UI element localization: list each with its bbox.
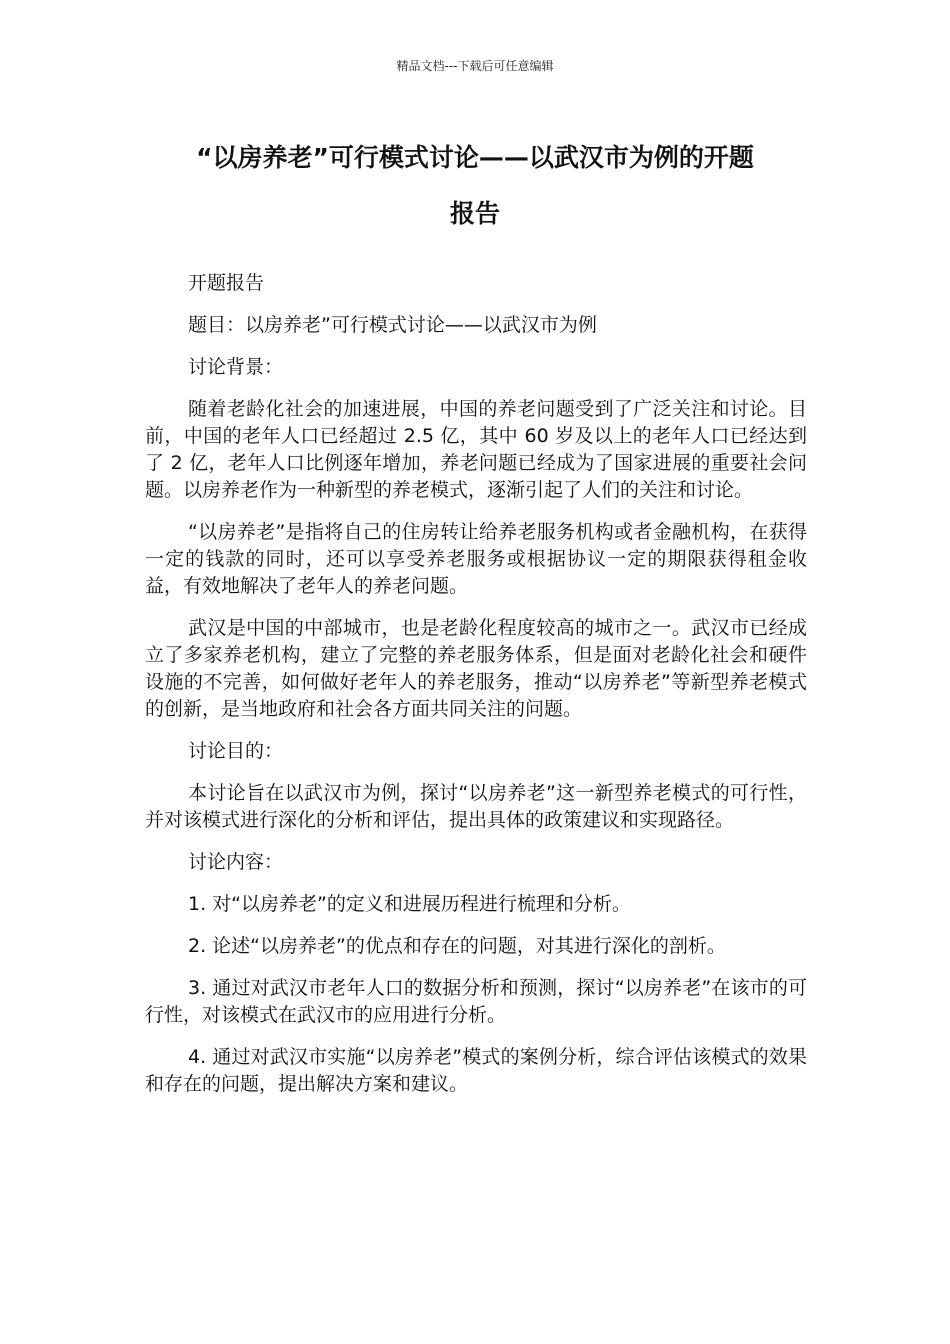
content-item-4: 4. 通过对武汉市实施“以房养老”模式的案例分析，综合评估该模式的效果和存在的问题，提出解决方案和建议。 [145, 1046, 807, 1095]
document-body [145, 270, 807, 1113]
purpose-paragraph: 本讨论旨在以武汉市为例，探讨“以房养老”这一新型养老模式的可行性，并对该模式进行深化的分析和评估，提出具体的政策建议和实现路径。 [145, 782, 807, 831]
page-header: 精品文档---下载后可任意编辑 [396, 59, 554, 73]
background-paragraph-1: 随着老龄化社会的加速进展，中国的养老问题受到了广泛关注和讨论。目前，中国的老年人口已经超过 2.5 亿，其中 60 岁及以上的老年人口已经达到了 2 亿，老年人口比例逐年增加，养老问题已经成为了国家进展的重要社会问题。以房养老作为一种新型的养老模式，逐渐引起了人们的关注和讨论。 [145, 398, 807, 501]
section-heading-content: 讨论内容： [188, 851, 284, 873]
document-title-line-1: “以房养老”可行模式讨论——以武汉市为例的开题 [196, 143, 754, 172]
background-paragraph-2: “以房养老”是指将自己的住房转让给养老服务机构或者金融机构，在获得一定的钱款的同时，还可以享受养老服务或根据协议一定的期限获得租金收益，有效地解决了老年人的养老问题。 [145, 521, 807, 597]
content-item-1: 1. 对“以房养老”的定义和进展历程进行梳理和分析。 [188, 893, 631, 915]
section-heading-proposal: 开题报告 [188, 272, 265, 294]
content-item-3: 3. 通过对武汉市老年人口的数据分析和预测，探讨“以房养老”在该市的可行性，对该模式在武汉市的应用进行分析。 [145, 977, 807, 1026]
content-item-2: 2. 论述“以房养老”的优点和存在的问题，对其进行深化的剖析。 [188, 935, 726, 957]
document-title-line-2: 报告 [449, 199, 500, 228]
topic-line: 题目：以房养老”可行模式讨论——以武汉市为例 [188, 314, 597, 336]
background-paragraph-3: 武汉是中国的中部城市，也是老龄化程度较高的城市之一。武汉市已经成立了多家养老机构，建立了完整的养老服务体系，但是面对老龄化社会和硬件设施的不完善，如何做好老年人的养老服务，推动“以房养老”等新型养老模式的创新，是当地政府和社会各方面共同关注的问题。 [145, 617, 807, 720]
section-heading-background: 讨论背景： [188, 356, 284, 378]
section-heading-purpose: 讨论目的： [188, 740, 284, 762]
document-title [140, 130, 810, 242]
